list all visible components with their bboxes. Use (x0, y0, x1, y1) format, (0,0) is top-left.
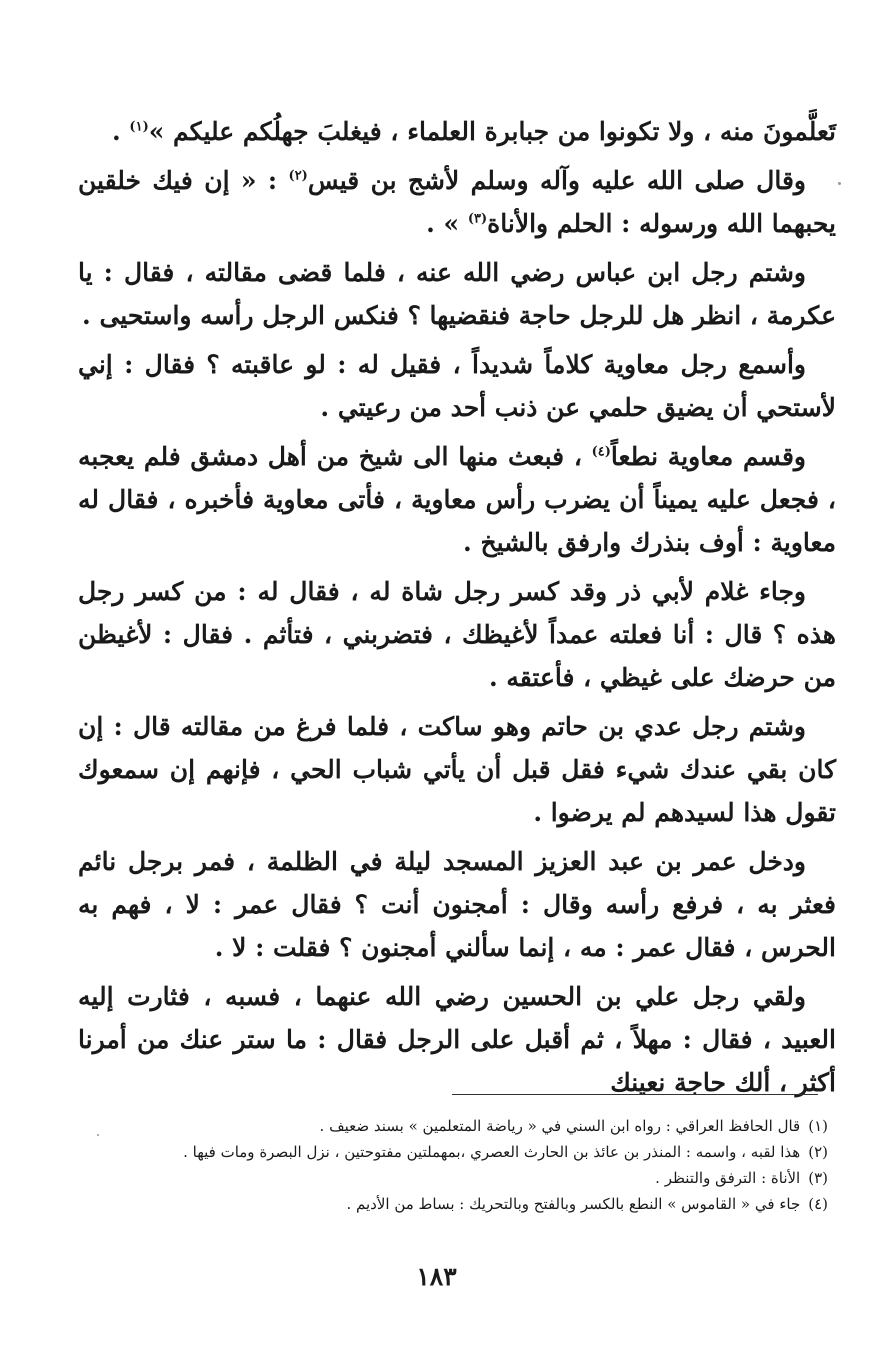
footnote-number: (٣) (808, 1169, 828, 1187)
paragraph-text: . (112, 117, 130, 146)
paragraph-text: وقسم معاوية نطعاً (610, 442, 806, 471)
paragraph: وأسمع رجل معاوية كلاماً شديداً ، فقيل له : لو عاقبته ؟ فقال : إني لأستحي أن يضيق حلمي عن ذنب أحد من رعيتي . (78, 350, 836, 422)
footnote-ref: (٢) (288, 168, 308, 184)
paragraph-text: ، فبعث منها الى شيخ من أهل دمشق فلم يعجبه ، فجعل عليه يميناً أن يضرب رأس معاوية ، فأتى معاوية فأخبره ، فقال له معاوية : أوف بنذرك وارفق بالشيخ . (78, 442, 836, 557)
footnote (78, 1113, 828, 1139)
page-number: ١٨٣ (416, 1262, 457, 1291)
main-text (78, 110, 836, 1110)
paragraph: وشتم رجل عدي بن حاتم وهو ساكت ، فلما فرغ من مقالته قال : إن كان بقي عندك شيء فقل قبل أن يأتي شباب الحي ، فإنهم إن سمعوك تقول هذا لسيدهم لم يرضوا . (78, 712, 836, 827)
paragraph (78, 110, 836, 153)
paragraph-text: » . (426, 209, 468, 238)
paragraph-text: وقال صلى الله عليه وآله وسلم لأشج بن قيس (307, 166, 806, 195)
footnote-text: الأناة : الترفق والتنظر . (655, 1169, 801, 1187)
footnote-number: (١) (808, 1117, 828, 1135)
footnote-number: (٤) (808, 1195, 828, 1213)
paragraph: ولقي رجل علي بن الحسين رضي الله عنهما ، فسبه ، فثارت إليه العبيد ، فقال : مهلاً ، ثم أقبل على الرجل فقال : ما ستر عنك من أمرنا أكثر ، ألك حاجة نعينك (78, 982, 836, 1097)
paragraph (78, 435, 836, 564)
scan-speck (838, 182, 841, 185)
paragraph: وشتم رجل ابن عباس رضي الله عنه ، فلما قضى مقالته ، فقال : يا عكرمة ، انظر هل للرجل حاجة فنقضيها ؟ فنكس الرجل رأسه واستحيى . (78, 258, 836, 330)
paragraph-text: : « إن فيك خلقين يحبهما الله ورسوله : الحلم والأناة (78, 166, 836, 238)
footnote-separator (452, 1094, 818, 1095)
footnote (78, 1165, 828, 1191)
footnote-number: (٢) (808, 1143, 828, 1161)
footnote-ref: (١) (129, 119, 149, 135)
paragraph: وجاء غلام لأبي ذر وقد كسر رجل شاة له ، فقال له : من كسر رجل هذه ؟ قال : أنا فعلته عمداً لأغيظك ، فتضربني ، فتأثم . فقال : لأغيظن من حرضك على غيظي ، فأعتقه . (78, 577, 836, 692)
footnote-text: هذا لقبه ، واسمه : المنذر بن عائذ بن الحارث العصري ،بمهملتين مفتوحتين ، نزل البصرة ومات فيها . (183, 1143, 801, 1161)
footnote-text: قال الحافظ العراقي : رواه ابن السني في « رياضة المتعلمين » بسند ضعيف . (319, 1117, 801, 1135)
paragraph-text: تَعلَّمونَ منه ، ولا تكونوا من جبابرة العلماء ، فيغلبَ جهلُكم عليكم » (148, 117, 836, 146)
footnote (78, 1191, 828, 1217)
paragraph: ودخل عمر بن عبد العزيز المسجد ليلة في الظلمة ، فمر برجل نائم فعثر به ، فرفع رأسه وقال : أمجنون أنت ؟ فقال عمر : لا ، فهم به الحرس ، فقال عمر : مه ، إنما سألني أمجنون ؟ فقلت : لا . (78, 847, 836, 962)
footnote-text: جاء في « القاموس » النطع بالكسر وبالفتح وبالتحريك : بساط من الأديم . (346, 1195, 801, 1213)
footnotes (78, 1113, 828, 1217)
paragraph (78, 159, 836, 245)
footnote-ref: (٤) (591, 444, 611, 460)
footnote-ref: (٣) (467, 211, 488, 227)
scan-speck (97, 1134, 99, 1136)
footnote (78, 1139, 828, 1165)
